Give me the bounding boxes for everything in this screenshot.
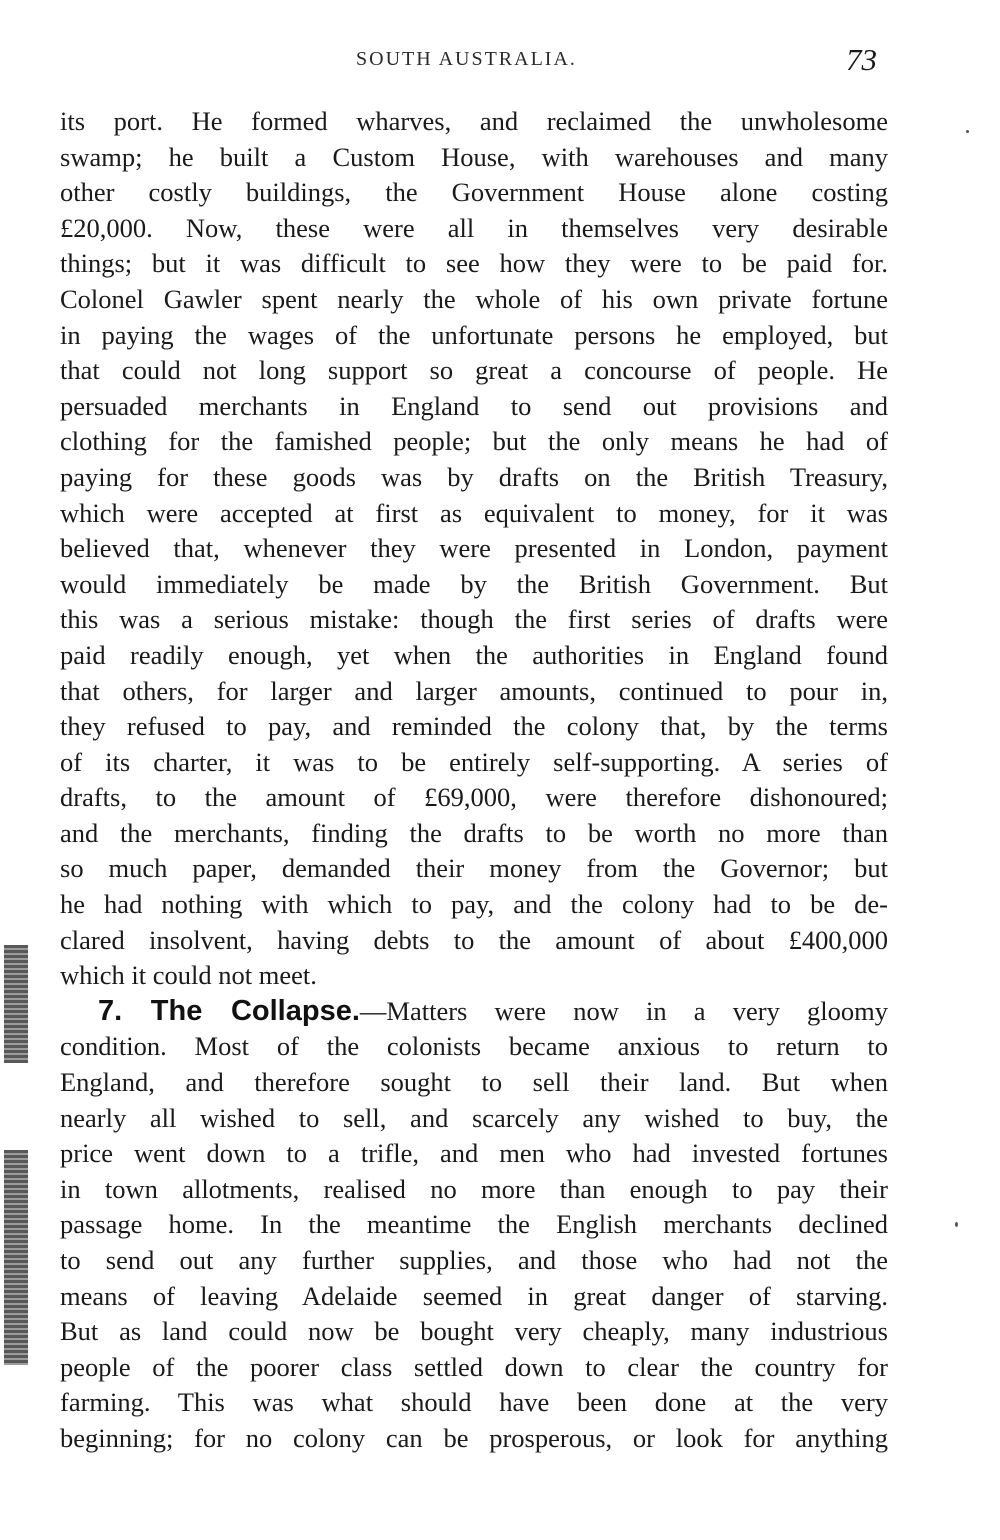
text-line: that others, for larger and larger amounts, continued to pour in, [60, 675, 888, 706]
paragraph [60, 104, 888, 994]
text-line: they refused to pay, and reminded the colony that, by the terms [60, 711, 888, 742]
text-line: would immediately be made by the British Government. But [60, 568, 888, 599]
text-line: paying for these goods was by drafts on the British Treasury, [60, 461, 888, 492]
running-head [0, 42, 1000, 82]
text-line: which were accepted at first as equivalent to money, for it was [60, 497, 888, 528]
text-line: things; but it was difficult to see how they were to be paid for. [60, 248, 888, 279]
section-first-line [60, 994, 888, 1030]
text-line: of its charter, it was to be entirely self-supporting. A series of [60, 746, 888, 777]
text-line: its port. He formed wharves, and reclaimed the unwholesome [60, 106, 888, 136]
binding-edge-mark [4, 1150, 28, 1365]
text-line: this was a serious mistake: though the first series of drafts were [60, 604, 888, 635]
paper-speck [966, 130, 969, 133]
text-line: other costly buildings, the Government House alone costing [60, 177, 888, 208]
binding-edge-mark [4, 945, 28, 1063]
text-line: nearly all wished to sell, and scarcely any wished to buy, the [60, 1102, 888, 1133]
main-text [60, 104, 888, 1457]
text-line: in paying the wages of the unfortunate persons he employed, but [60, 319, 888, 350]
text-line: beginning; for no colony can be prosperous, or look for anything [60, 1422, 888, 1453]
text-line: to send out any further supplies, and those who had not the [60, 1245, 888, 1275]
text-line: price went down to a trifle, and men who had invested fortunes [60, 1138, 888, 1169]
text-line: which it could not meet. [60, 960, 317, 991]
text-line: so much paper, demanded their money from the Governor; but [60, 853, 888, 884]
text-line: paid readily enough, yet when the authorities in England found [60, 639, 888, 670]
text-line: Colonel Gawler spent nearly the whole of his own private fortune [60, 283, 888, 314]
text-line: he had nothing with which to pay, and the colony had to be de- [60, 889, 888, 920]
section-collapse [60, 994, 888, 1457]
text-line: drafts, to the amount of £69,000, were therefore dishonoured; [60, 782, 888, 813]
text-line: condition. Most of the colonists became anxious to return to [60, 1031, 888, 1062]
page-number: 73 [846, 42, 877, 77]
text-line: in town allotments, realised no more than enough to pay their [60, 1173, 888, 1204]
text-line: England, and therefore sought to sell their land. But when [60, 1067, 888, 1098]
text-line: But as land could now be bought very cheaply, many industrious [60, 1316, 888, 1347]
text-line: £20,000. Now, these were all in themselves very desirable [60, 212, 888, 243]
text-line: swamp; he built a Custom House, with warehouses and many [60, 141, 888, 172]
running-title: SOUTH AUSTRALIA. [356, 48, 577, 70]
text-line: persuaded merchants in England to send out provisions and [60, 390, 888, 421]
text-line: farming. This was what should have been done at the very [60, 1387, 888, 1418]
text-line: and the merchants, finding the drafts to be worth no more than [60, 817, 888, 848]
text-line: means of leaving Adelaide seemed in great danger of starving. [60, 1280, 888, 1311]
paper-speck [955, 1222, 958, 1227]
text-line: clothing for the famished people; but the only means he had of [60, 426, 888, 457]
text-line: believed that, whenever they were presented in London, payment [60, 533, 888, 564]
section-heading: 7. The Collapse. [98, 994, 360, 1027]
text-line: clared insolvent, having debts to the amount of about £400,000 [60, 924, 888, 955]
text-line: passage home. In the meantime the English merchants declined [60, 1209, 888, 1240]
section-first-line-text: —Matters were now in a very gloomy [359, 995, 888, 1026]
text-line: people of the poorer class settled down to clear the country for [60, 1351, 888, 1382]
text-line: that could not long support so great a concourse of people. He [60, 355, 888, 386]
